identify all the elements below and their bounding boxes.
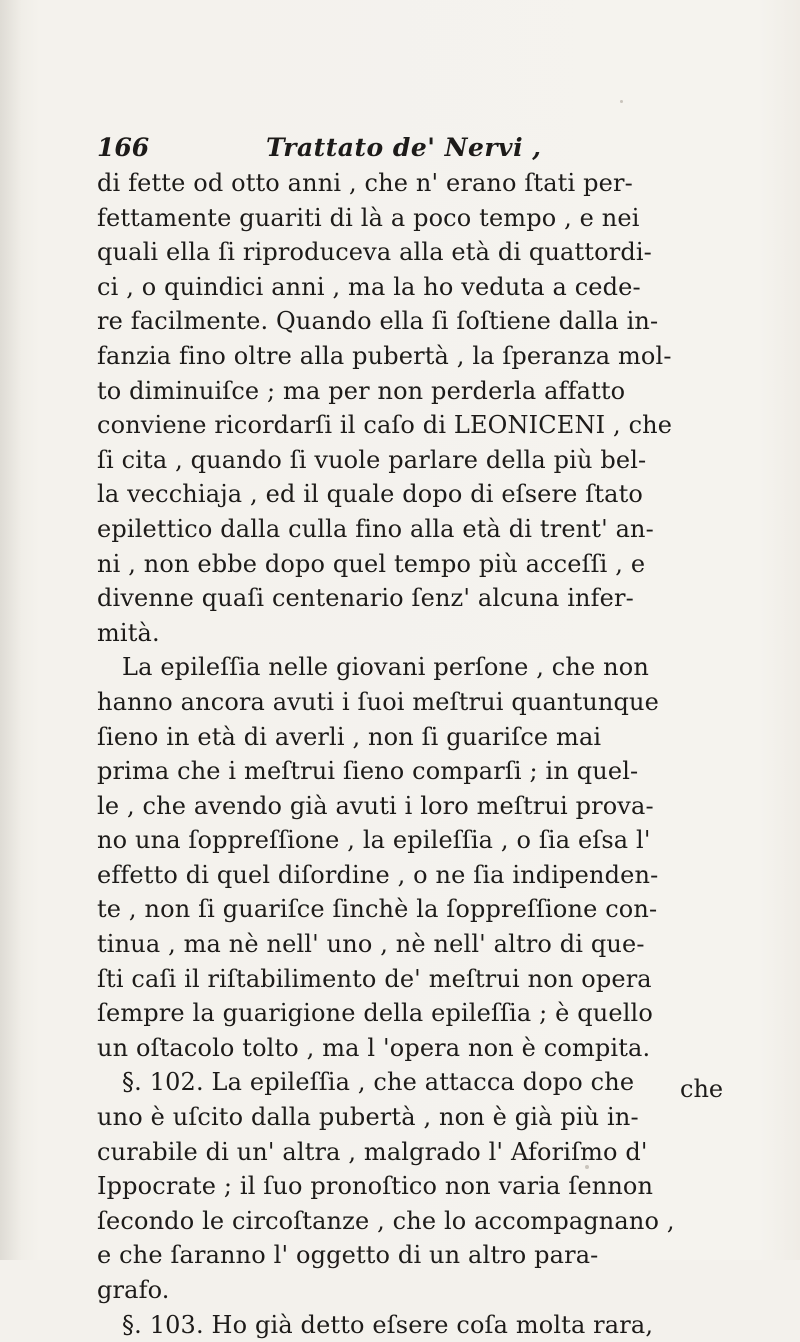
page-number: 166 (97, 133, 150, 162)
text-line: te , non ſi guariſce ſinchè la ſoppreſſione con- (97, 895, 658, 924)
text-line: ſi cita , quando ſi vuole parlare della più bel- (97, 445, 647, 474)
text-line: Ippocrate ; il ſuo pronoſtico non varia ſennon (97, 1172, 654, 1201)
body-text (97, 166, 727, 1342)
text-line: re facilmente. Quando ella ſi ſoſtiene dalla in- (97, 307, 659, 336)
catchword: che (680, 1075, 724, 1103)
text-line: no una ſoppreſſione , la epileſſia , o ſia eſsa l' (97, 826, 651, 855)
text-line: grafo. (97, 1276, 170, 1304)
paper-speck (620, 100, 623, 103)
section-103-start-line: §. 103. Ho già detto eſsere coſa molta rara, (122, 1310, 654, 1339)
section-102-start-line: §. 102. La epileſſia , che attacca dopo che (122, 1068, 635, 1097)
text-line: uno è uſcito dalla pubertà , non è già più in- (97, 1103, 639, 1132)
text-line: prima che i meſtrui ſieno comparſi ; in quel- (97, 757, 639, 786)
text-line: di fette od otto anni , che n' erano ſtati per- (97, 169, 633, 197)
text-line: to diminuiſce ; ma per non perderla affatto (97, 376, 626, 405)
text-line: le , che avendo già avuti i loro meſtrui prova- (97, 791, 654, 820)
text-line: mità. (97, 618, 160, 647)
text-line: fettamente guariti di là a poco tempo , e nei (97, 203, 640, 232)
text-line: ni , non ebbe dopo quel tempo più acceſſi , e (97, 549, 646, 578)
text-line: la vecchiaja , ed il quale dopo di eſsere ſtato (97, 480, 643, 509)
paragraph-start-line: La epileſſia nelle giovani perſone , che non (122, 653, 649, 682)
running-title: Trattato de' Nervi , (266, 133, 542, 162)
text-line: hanno ancora avuti i ſuoi meſtrui quantunque (97, 687, 659, 716)
text-line: ſieno in età di averli , non ſi guariſce mai (97, 722, 602, 751)
paper-speck (585, 1165, 589, 1169)
text-line: curabile di un' altra , malgrado l' Aforiſmo d' (97, 1137, 648, 1166)
text-line: ſecondo le circoſtanze , che lo accompagnano , (97, 1206, 675, 1235)
text-line: e che ſaranno l' oggetto di un altro para- (97, 1241, 599, 1270)
text-line: un oſtacolo tolto , ma l 'opera non è compita. (97, 1033, 651, 1062)
text-line: divenne quaſi centenario ſenz' alcuna infer- (97, 584, 634, 613)
text-line: ci , o quindici anni , ma la ho veduta a cede- (97, 272, 641, 301)
page-header (97, 128, 697, 168)
text-line: tinua , ma nè nell' uno , nè nell' altro di que- (97, 930, 645, 959)
text-line: conviene ricordarſi il caſo di LEONICENI , che (97, 411, 673, 440)
text-line: ſempre la guarigione della epileſſia ; è quello (97, 999, 653, 1028)
text-line: fanzia fino oltre alla pubertà , la ſperanza mol- (97, 341, 672, 370)
text-line: effetto di quel diſordine , o ne ſia indipenden- (97, 860, 659, 889)
text-line: ſti caſi il riſtabilimento de' meſtrui non opera (97, 964, 652, 993)
text-line: quali ella ſi riproduceva alla età di quattordi- (97, 238, 652, 267)
text-line: epilettico dalla culla fino alla età di trent' an- (97, 514, 654, 543)
spine-shadow (0, 0, 22, 1260)
